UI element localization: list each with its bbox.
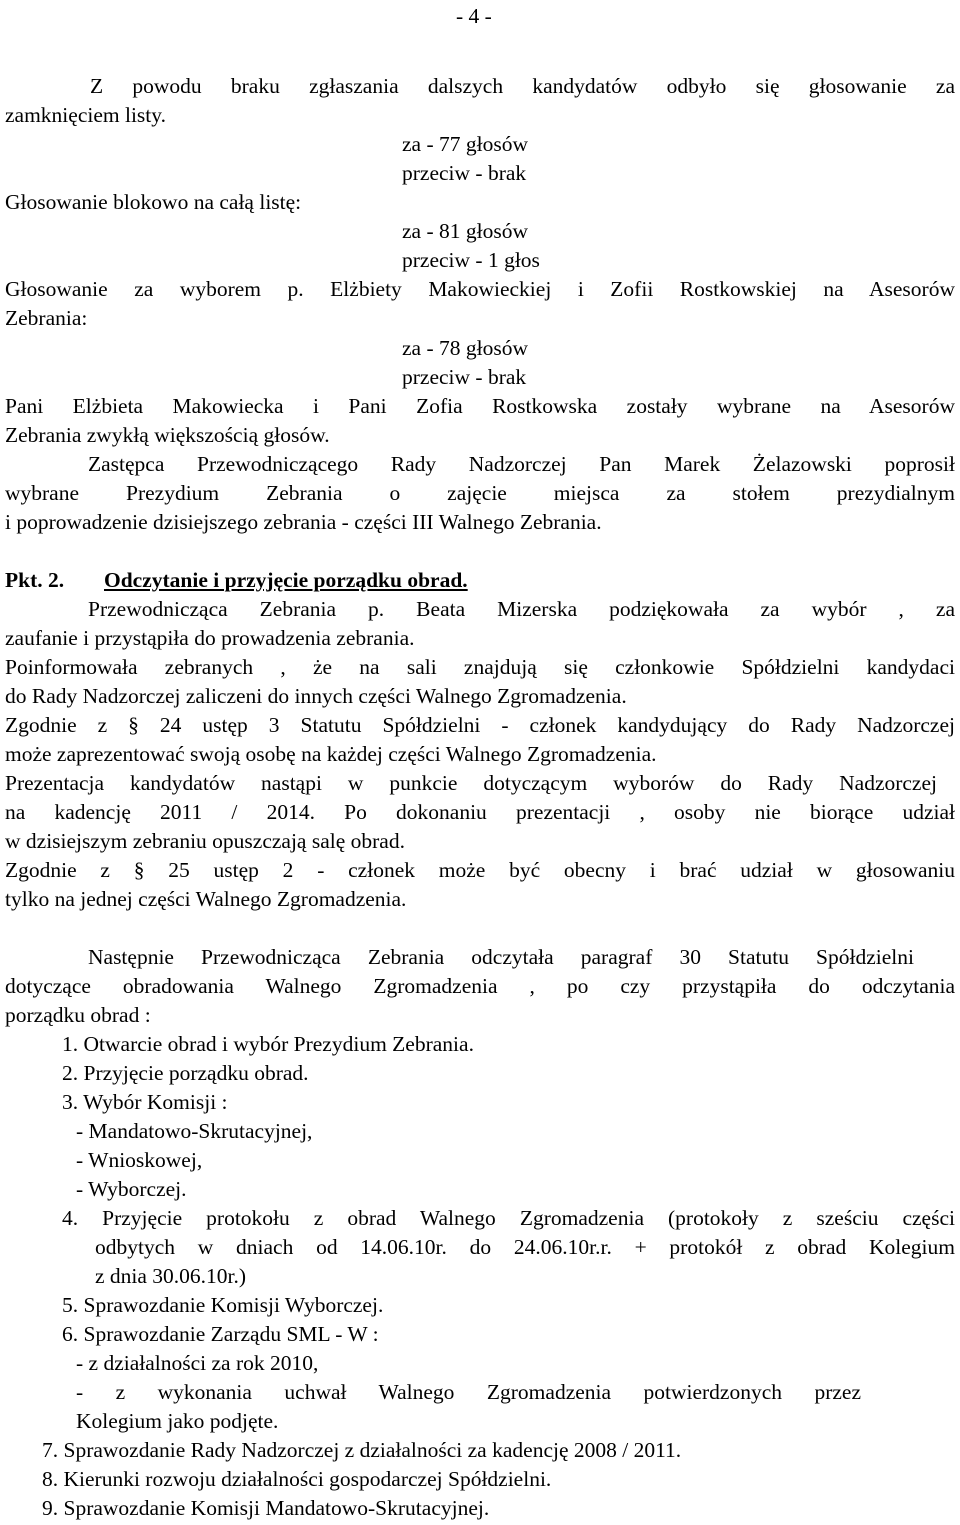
paragraph-line: i poprowadzenie dzisiejszego zebrania - części III Walnego Zebrania. — [5, 510, 602, 534]
paragraph-line: zamknięciem listy. — [5, 103, 166, 127]
vote-for: za - 81 głosów — [402, 219, 528, 243]
agenda-subitem: - z wykonania uchwał Walnego Zgromadzenia potwierdzonych przez — [76, 1380, 861, 1404]
paragraph-line: zaufanie i przystąpiła do prowadzenia zebrania. — [5, 626, 415, 650]
paragraph-line: Pani Elżbieta Makowiecka i Pani Zofia Rostkowska zostały wybrane na Asesorów — [5, 394, 955, 418]
agenda-item: 2. Przyjęcie porządku obrad. — [62, 1061, 309, 1085]
paragraph-line: Z powodu braku zgłaszania dalszych kandydatów odbyło się głosowanie za — [90, 74, 955, 98]
vote-for: za - 77 głosów — [402, 132, 528, 156]
paragraph-line: do Rady Nadzorczej zaliczeni do innych części Walnego Zgromadzenia. — [5, 684, 627, 708]
vote-against: przeciw - brak — [402, 365, 527, 389]
paragraph-line: Zgodnie z § 25 ustęp 2 - członek może być obecny i brać udział w głosowaniu — [5, 858, 955, 882]
agenda-item-continuation: odbytych w dniach od 14.06.10r. do 24.06.10r.r. + protokół z obrad Kolegium — [95, 1235, 955, 1259]
paragraph-line: Zebrania: — [5, 306, 88, 330]
agenda-item: 9. Sprawozdanie Komisji Mandatowo-Skrutacyjnej. — [42, 1496, 490, 1520]
paragraph-line: Głosowanie za wyborem p. Elżbiety Makowieckiej i Zofii Rostkowskiej na Asesorów — [5, 277, 955, 301]
paragraph-line: tylko na jednej części Walnego Zgromadzenia. — [5, 887, 407, 911]
agenda-item: 5. Sprawozdanie Komisji Wyborczej. — [62, 1293, 384, 1317]
agenda-subitem: - Wyborczej. — [76, 1177, 187, 1201]
agenda-subitem: - Wnioskowej, — [76, 1148, 203, 1172]
paragraph-line: porządku obrad : — [5, 1003, 151, 1027]
paragraph-line: Prezentacja kandydatów nastąpi w punkcie dotyczącym wyborów do Rady Nadzorczej — [5, 771, 937, 795]
agenda-item-continuation: z dnia 30.06.10r.) — [95, 1264, 247, 1288]
section-title: Odczytanie i przyjęcie porządku obrad. — [104, 568, 468, 592]
paragraph-line: Następnie Przewodnicząca Zebrania odczytała paragraf 30 Statutu Spółdzielni — [88, 945, 914, 969]
paragraph-line: Zgodnie z § 24 ustęp 3 Statutu Spółdzielni - członek kandydujący do Rady Nadzorczej — [5, 713, 955, 737]
vote-for: za - 78 głosów — [402, 336, 528, 360]
agenda-item: 1. Otwarcie obrad i wybór Prezydium Zebrania. — [62, 1032, 474, 1056]
section-number: Pkt. 2. — [5, 568, 65, 592]
paragraph-line: Poinformowała zebranych , że na sali znajdują się członkowie Spółdzielni kandydaci — [5, 655, 955, 679]
paragraph-line: może zaprezentować swoją osobę na każdej części Walnego Zgromadzenia. — [5, 742, 657, 766]
agenda-item: 7. Sprawozdanie Rady Nadzorczej z działalności za kadencję 2008 / 2011. — [42, 1438, 682, 1462]
page-number: - 4 - — [456, 4, 492, 28]
agenda-item: 6. Sprawozdanie Zarządu SML - W : — [62, 1322, 379, 1346]
paragraph-line: w dzisiejszym zebraniu opuszczają salę obrad. — [5, 829, 405, 853]
vote-against: przeciw - brak — [402, 161, 527, 185]
paragraph-line: dotyczące obradowania Walnego Zgromadzenia , po czy przystąpiła do odczytania — [5, 974, 955, 998]
agenda-subitem: Kolegium jako podjęte. — [76, 1409, 279, 1433]
paragraph-line: Zebrania zwykłą większością głosów. — [5, 423, 330, 447]
agenda-item: 4. Przyjęcie protokołu z obrad Walnego Zgromadzenia (protokoły z sześciu części — [62, 1206, 955, 1230]
agenda-item: 3. Wybór Komisji : — [62, 1090, 228, 1114]
agenda-subitem: - Mandatowo-Skrutacyjnej, — [76, 1119, 313, 1143]
paragraph-line: na kadencję 2011 / 2014. Po dokonaniu prezentacji , osoby nie biorące udział — [5, 800, 955, 824]
vote-against: przeciw - 1 głos — [402, 248, 540, 272]
paragraph-line: Zastępca Przewodniczącego Rady Nadzorczej Pan Marek Żelazowski poprosił — [88, 452, 955, 476]
paragraph-line: Przewodnicząca Zebrania p. Beata Mizerska podziękowała za wybór , za — [88, 597, 955, 621]
paragraph-line: Głosowanie blokowo na całą listę: — [5, 190, 302, 214]
paragraph-line: wybrane Prezydium Zebrania o zajęcie miejsca za stołem prezydialnym — [5, 481, 955, 505]
agenda-subitem: - z działalności za rok 2010, — [76, 1351, 319, 1375]
agenda-item: 8. Kierunki rozwoju działalności gospodarczej Spółdzielni. — [42, 1467, 552, 1491]
